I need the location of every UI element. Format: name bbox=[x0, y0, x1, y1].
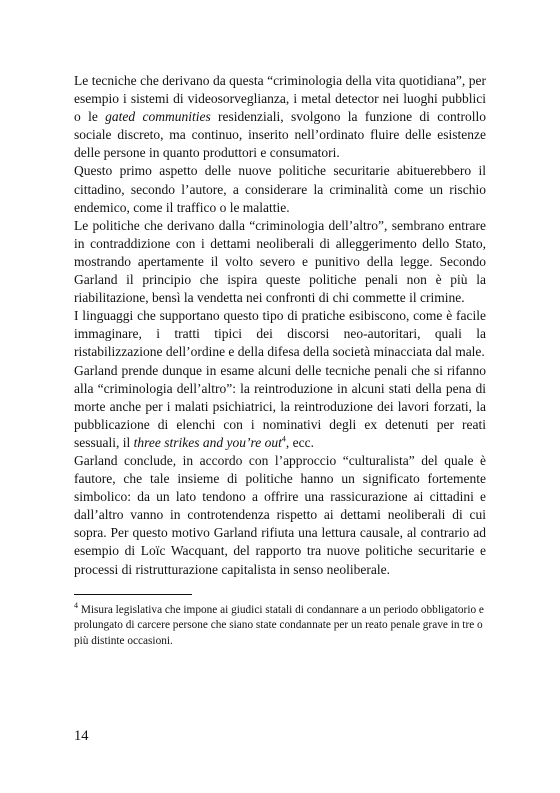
paragraph-text: , ecc. bbox=[285, 434, 314, 450]
page-number: 14 bbox=[74, 728, 89, 744]
paragraph bbox=[74, 362, 486, 452]
paragraph-text: Le politiche che derivano dalla “criminologia dell’altro”, sembrano entrare in contraddizione con i dettami neoliberali di alleggerimento dello Stato, mostrando apertamente il volto severo e punitivo della legge. Secondo Garland il principio che ispira queste politiche penali non è più la riabilitazione, bensì la vendetta nei confronti di chi commette il crimine. bbox=[74, 217, 486, 306]
italic-text: gated communities bbox=[105, 109, 211, 125]
footnote-separator bbox=[74, 594, 192, 595]
paragraph-text: residenziali, svolgono la funzione di controllo sociale discreto, ma continuo, inserito nell’ordinato fluire delle esistenze delle persone in quanto produttori e consumatori. bbox=[74, 109, 486, 161]
body-text bbox=[74, 72, 486, 579]
page-content bbox=[74, 72, 486, 650]
footnote bbox=[74, 600, 486, 650]
paragraph-text: Questo primo aspetto delle nuove politiche securitarie abituerebbero il cittadino, secondo l’autore, a considerare la criminalità come un rischio endemico, come il traffico o le malattie. bbox=[74, 163, 486, 215]
footnote-marker: 4 bbox=[74, 600, 78, 610]
paragraph bbox=[74, 162, 486, 216]
paragraph-text: I linguaggi che supportano questo tipo di pratiche esibiscono, come è facile immaginare, i tratti tipici dei discorsi neo-autoritari, quali la ristabilizzazione dell’ordine e della difesa della società minacciata dal male. bbox=[74, 308, 486, 360]
footnote-reference: 4 bbox=[281, 434, 286, 444]
footnote-text: Misura legislativa che impone ai giudici statali di condannare a un periodo obbligatorio e prolungato di carcere persone che siano state condannate per un reato penale grave in tre o più distinte occasioni. bbox=[74, 603, 484, 648]
paragraph-text: Garland conclude, in accordo con l’approccio “culturalista” del quale è fautore, che tale insieme di politiche hanno un significato fortemente simbolico: da un lato tendono a offrire una rassicurazione ai cittadini e dall’altro vanno in controtendenza rispetto ai dettami neoliberali di cui sopra. Per questo motivo Garland rifiuta una lettura causale, al contrario ad esempio di Loïc Wacquant, del rapporto tra nuove politiche securitarie e processi di ristrutturazione capitalista in senso neoliberale. bbox=[74, 452, 486, 577]
paragraph-text: Garland prende dunque in esame alcuni delle tecniche penali che si rifanno alla “criminologia dell’altro”: la reintroduzione in alcuni stati della pena di morte anche per i malati psichiatrici, la reintroduzione dei lavori forzati, la pubblicazione di elenchi con i nominativi degli ex detenuti per reati sessuali, il bbox=[74, 362, 486, 450]
paragraph bbox=[74, 452, 486, 579]
paragraph bbox=[74, 217, 486, 307]
paragraph bbox=[74, 72, 486, 162]
italic-text: three strikes and you’re out bbox=[133, 434, 282, 450]
paragraph bbox=[74, 307, 486, 361]
paragraph-text: Le tecniche che derivano da questa “criminologia della vita quotidiana”, per esempio i sistemi di videosorveglianza, i metal detector nei luoghi pubblici o le bbox=[74, 73, 486, 125]
